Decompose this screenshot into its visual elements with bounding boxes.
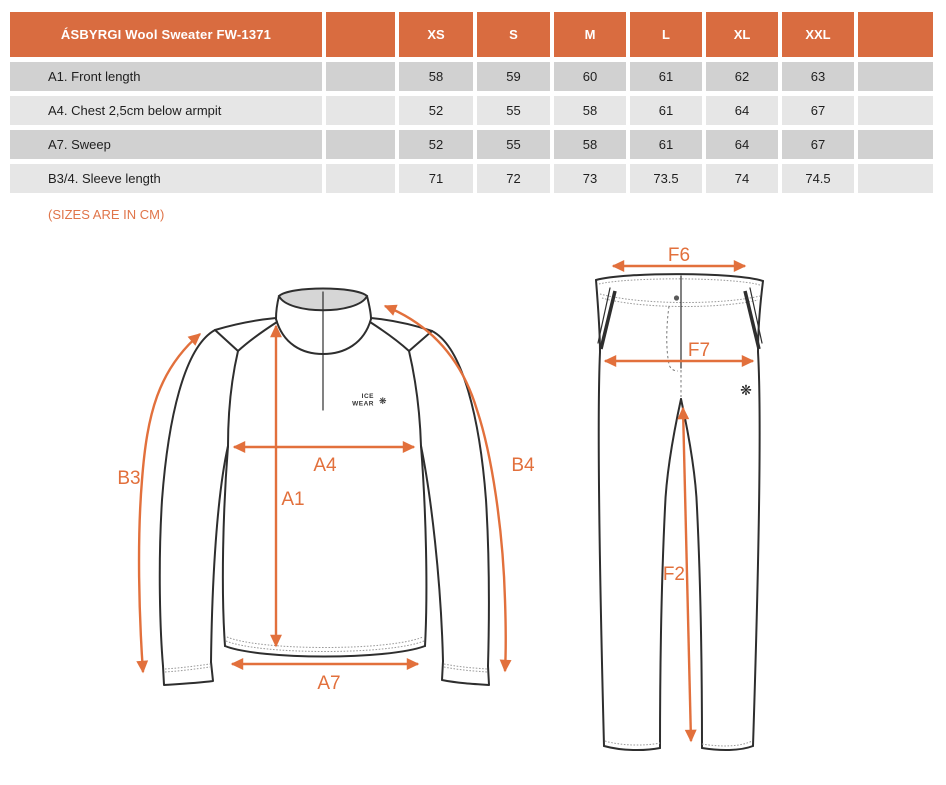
waist-button	[674, 295, 679, 300]
waistband	[596, 274, 763, 281]
value-cell: 61	[630, 96, 702, 125]
value-cell: 73	[554, 164, 626, 193]
garment-diagrams	[0, 230, 946, 785]
b3-arrow	[139, 334, 200, 672]
trailing-cell	[858, 96, 933, 125]
units-note: (SIZES ARE IN CM)	[48, 207, 165, 222]
value-cell: 58	[554, 96, 626, 125]
brand-logo-line1: ICE	[361, 393, 374, 400]
snowflake-icon: ❋	[740, 383, 752, 399]
size-col-header-xs: XS	[399, 12, 473, 57]
value-cell: 71	[399, 164, 473, 193]
f6-label: F6	[667, 245, 691, 266]
value-cell: 59	[477, 62, 550, 91]
value-cell: 67	[782, 130, 854, 159]
b3-label: B3	[117, 468, 141, 489]
size-col-header-s: S	[477, 12, 550, 57]
value-cell: 64	[706, 130, 778, 159]
a1-label: A1	[281, 489, 305, 510]
spacer-cell	[326, 62, 395, 91]
row-label: B3/4. Sleeve length	[10, 164, 322, 193]
size-table	[6, 7, 937, 198]
f2-label: F2	[662, 564, 685, 585]
value-cell: 61	[630, 62, 702, 91]
value-cell: 74	[706, 164, 778, 193]
size-col-header-l: L	[630, 12, 702, 57]
value-cell: 55	[477, 130, 550, 159]
value-cell: 58	[554, 130, 626, 159]
value-cell: 63	[782, 62, 854, 91]
b4-arrow	[385, 306, 506, 671]
spacer-cell	[326, 164, 395, 193]
value-cell: 60	[554, 62, 626, 91]
value-cell: 52	[399, 96, 473, 125]
value-cell: 67	[782, 96, 854, 125]
trailing-cell	[858, 164, 933, 193]
row-label: A1. Front length	[10, 62, 322, 91]
value-cell: 72	[477, 164, 550, 193]
value-cell: 74.5	[782, 164, 854, 193]
table-row	[10, 164, 933, 193]
size-col-header-xl: XL	[706, 12, 778, 57]
value-cell: 73.5	[630, 164, 702, 193]
snowflake-icon: ❋	[379, 397, 387, 407]
value-cell: 61	[630, 130, 702, 159]
spacer-cell	[326, 96, 395, 125]
value-cell: 52	[399, 130, 473, 159]
b4-label: B4	[511, 455, 535, 476]
sweater-drawing	[117, 289, 535, 695]
value-cell: 64	[706, 96, 778, 125]
spacer-cell	[326, 130, 395, 159]
a7-label: A7	[317, 673, 341, 694]
header-trailing-cell	[858, 12, 933, 57]
row-label: A4. Chest 2,5cm below armpit	[10, 96, 322, 125]
trailing-cell	[858, 62, 933, 91]
size-col-header-m: M	[554, 12, 626, 57]
pants-drawing	[596, 245, 763, 750]
value-cell: 55	[477, 96, 550, 125]
value-cell: 58	[399, 62, 473, 91]
brand-logo-line2: WEAR	[352, 400, 374, 408]
trailing-cell	[858, 130, 933, 159]
table-header-row	[10, 12, 933, 57]
table-row	[10, 130, 933, 159]
size-col-header-xxl: XXL	[782, 12, 854, 57]
header-spacer-cell	[326, 12, 395, 57]
table-row	[10, 96, 933, 125]
f7-label: F7	[687, 340, 711, 361]
value-cell: 62	[706, 62, 778, 91]
table-row	[10, 62, 933, 91]
a4-label: A4	[313, 455, 337, 476]
product-title: ÁSBYRGI Wool Sweater FW-1371	[10, 12, 322, 57]
row-label: A7. Sweep	[10, 130, 322, 159]
